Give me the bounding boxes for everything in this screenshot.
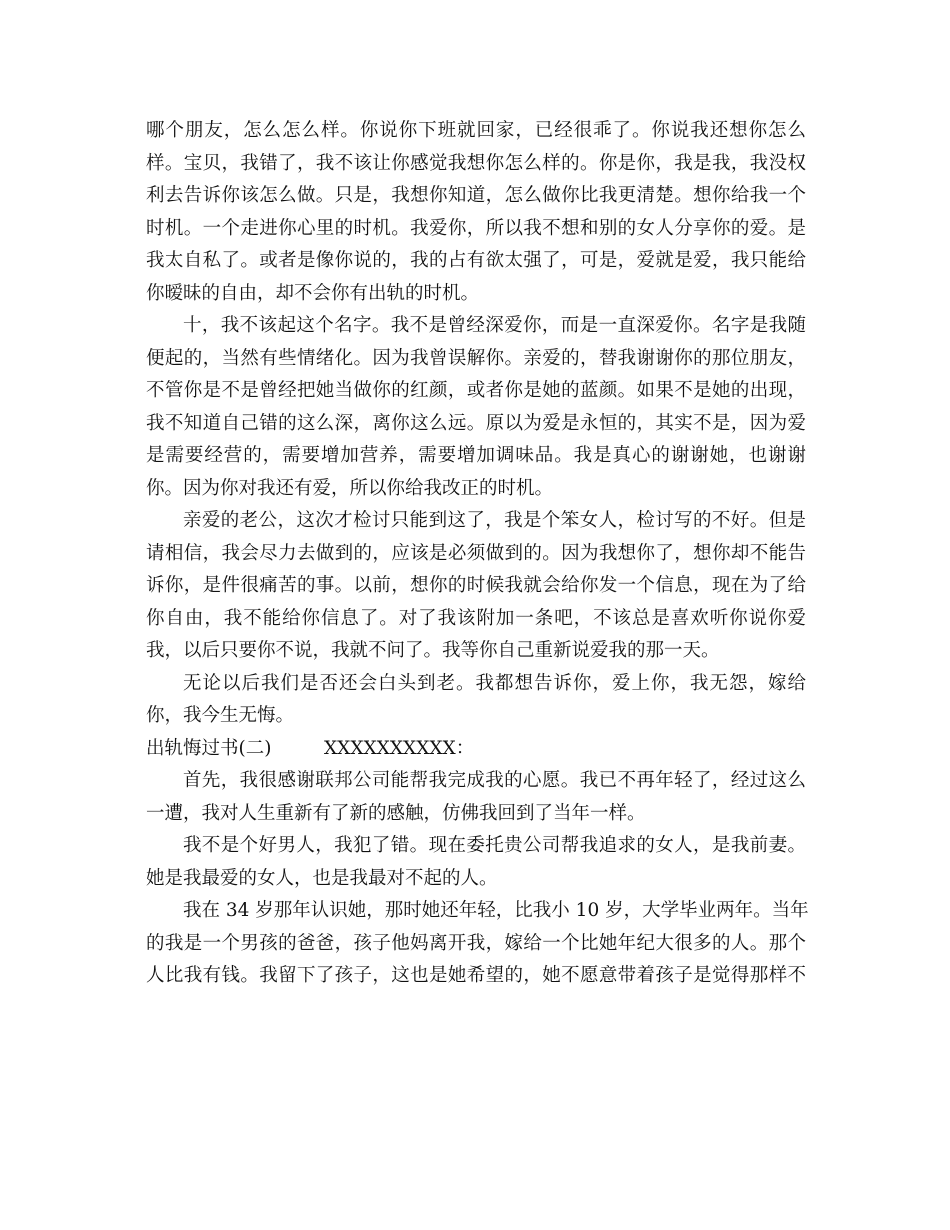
text-line: 你。因为你对我还有爱，所以你给我改正的时机。 [146,477,554,499]
text-line: 我在 34 岁那年认识她，那时她还年轻，比我小 10 岁，大学毕业两年。当年 [183,900,809,921]
document-body [146,115,809,993]
text-line: 你暧昧的自由，却不会你有出轨的时机。 [146,282,480,304]
text-line: 时机。一个走进你心里的时机。我爱你，所以我不想和别的女人分享你的爱。是 [146,217,806,239]
text-line: 便起的，当然有些情绪化。因为我曾误解你。亲爱的，替我谢谢你的那位朋友， [146,347,806,369]
paragraph [146,115,806,310]
paragraph [146,765,806,830]
text-line: 你自由，我不能给你信息了。对了我该附加一条吧，不该总是喜欢听你说你爱 [146,607,806,629]
text-line: 人比我有钱。我留下了孩子，这也是她希望的，她不愿意带着孩子是觉得那样不 [146,965,806,986]
paragraph [146,830,806,895]
addressee: XXXXXXXXXX： [324,737,475,759]
text-line: 她是我最爱的女人，也是我最对不起的人。 [146,867,498,889]
text-line: 诉你，是件很痛苦的事。以前，想你的时候我就会给你发一个信息，现在为了给 [146,575,806,596]
text-line: 的我是一个男孩的爸爸，孩子他妈离开我，嫁给一个比她年纪大很多的人。那个 [146,932,806,954]
text-line: 哪个朋友，怎么怎么样。你说你下班就回家，已经很乖了。你说我还想你怎么 [146,120,806,141]
text-line: 你，我今生无悔。 [146,705,295,726]
section-heading [146,733,806,766]
text-line: 无论以后我们是否还会白头到老。我都想告诉你，爱上你，我无怨，嫁给 [183,672,806,694]
text-line: 我太自私了。或者是像你说的，我的占有欲太强了，可是，爱就是爱，我只能给 [146,250,806,271]
text-line: 请相信，我会尽力去做到的，应该是必须做到的。因为我想你了，想你却不能告 [146,542,806,564]
text-line: 我，以后只要你不说，我就不问了。我等你自己重新说爱我的那一天。 [146,640,720,661]
paragraph [146,505,806,668]
text-line: 十，我不该起这个名字。我不是曾经深爱你，而是一直深爱你。名字是我随 [183,315,806,336]
text-line: 是需要经营的，需要增加营养，需要增加调味品。我是真心的谢谢她，也谢谢 [146,445,806,466]
text-line: 不管你是不是曾经把她当做你的红颜，或者你是她的蓝颜。如果不是她的出现， [146,380,806,401]
paragraph [146,310,806,505]
text-line: 我不是个好男人，我犯了错。现在委托贵公司帮我追求的女人，是我前妻。 [183,835,806,856]
text-line: 利去告诉你该怎么做。只是，我想你知道，怎么做你比我更清楚。想你给我一个 [146,185,806,206]
text-line: 亲爱的老公，这次才检讨只能到这了，我是个笨女人，检讨写的不好。但是 [183,510,806,531]
text-line: 一遭，我对人生重新有了新的感触，仿佛我回到了当年一样。 [146,802,646,824]
paragraph [146,668,806,733]
text-line: 我不知道自己错的这么深，离你这么远。原以为爱是永恒的，其实不是，因为爱 [146,412,806,434]
text-line: 首先，我很感谢联邦公司能帮我完成我的心愿。我已不再年轻了，经过这么 [183,770,806,791]
text-line: 样。宝贝，我错了，我不该让你感觉我想你怎么样的。你是你，我是我，我没权 [146,152,806,174]
paragraph [146,895,809,993]
section-title: 出轨悔过书(二) [146,737,272,759]
